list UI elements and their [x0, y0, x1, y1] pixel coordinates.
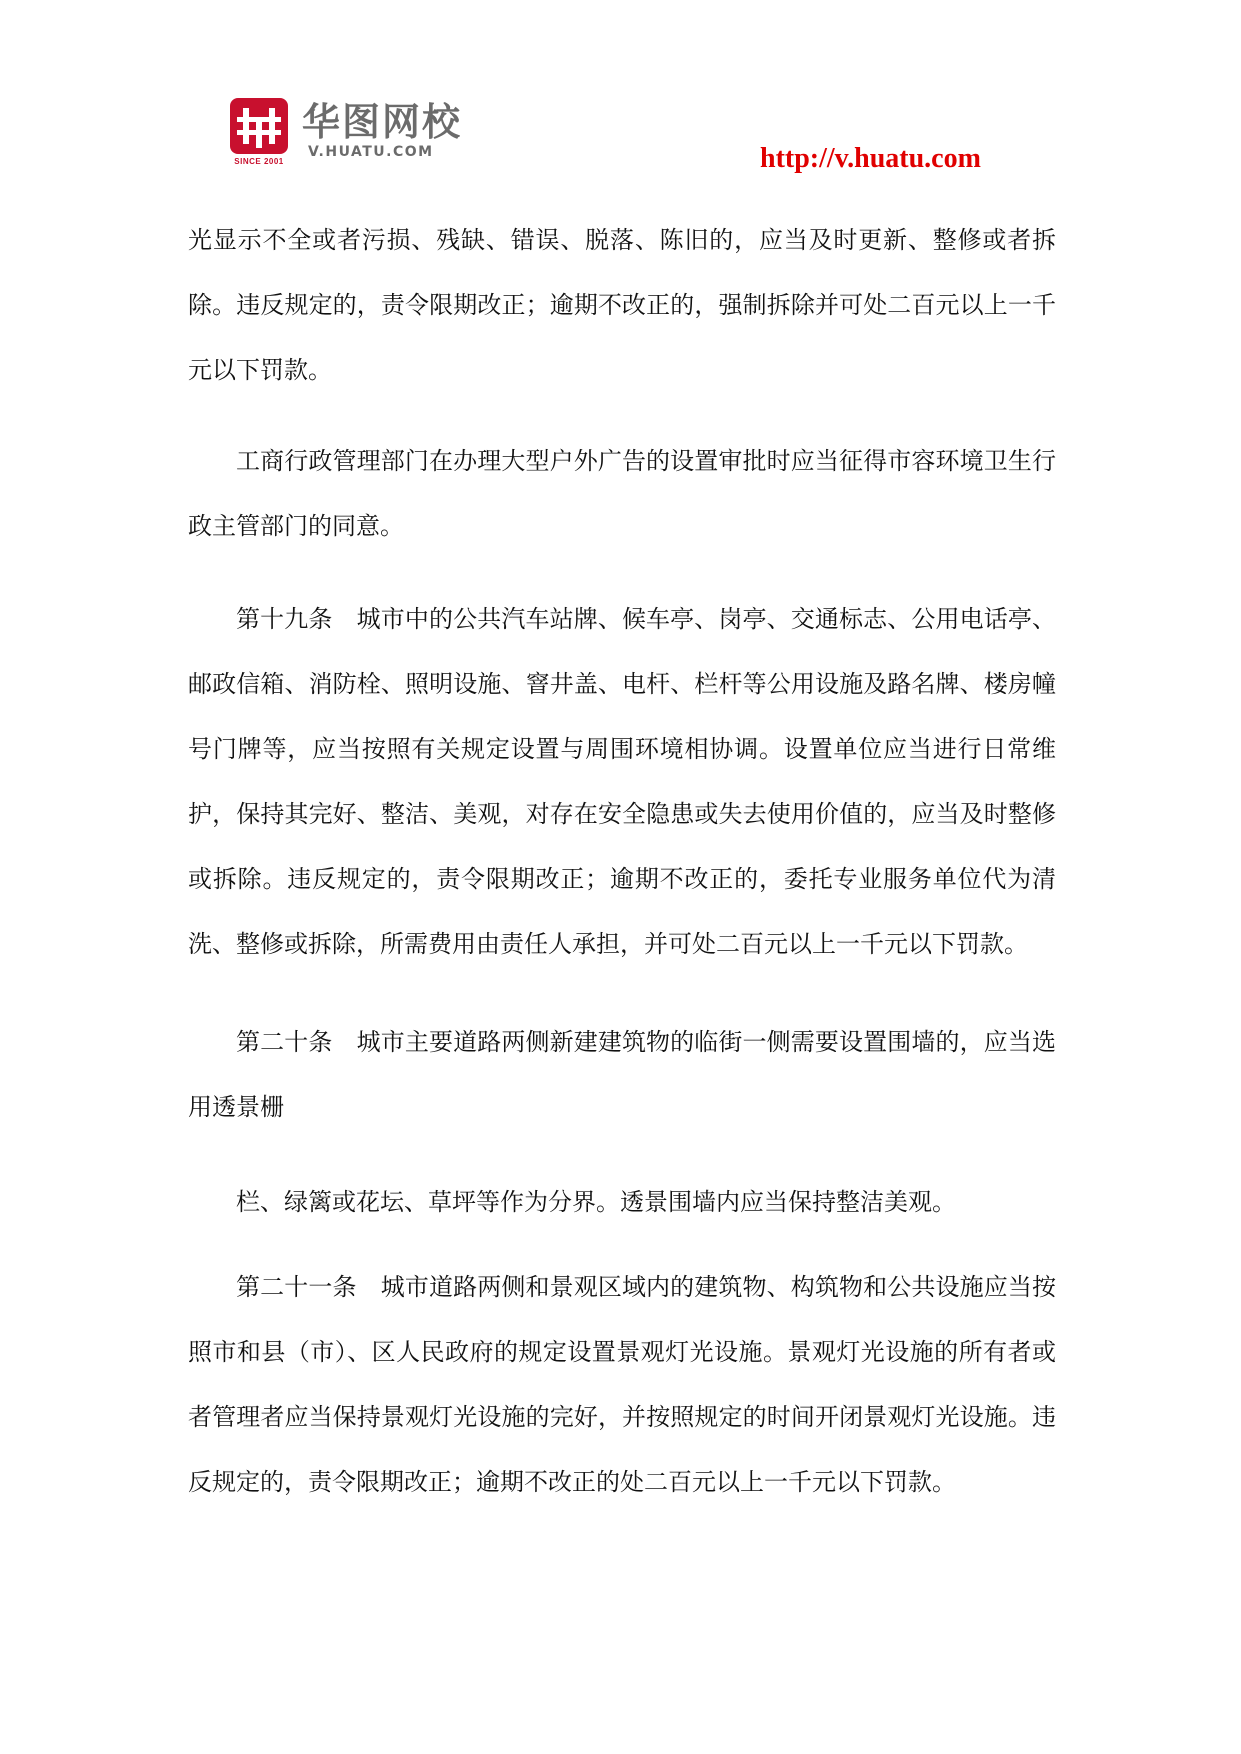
- paragraph: 工商行政管理部门在办理大型户外广告的设置审批时应当征得市容环境卫生行政主管部门的同意。: [188, 447, 1056, 540]
- huatu-logo: [230, 98, 530, 170]
- logo-english-text: V.HUATU.COM: [308, 144, 434, 160]
- article-20-continued: 栏、绿篱或花坛、草坪等作为分界。透景围墙内应当保持整洁美观。: [236, 1188, 956, 1216]
- logo-chinese-text: 华图网校: [302, 100, 463, 144]
- paragraph: 光显示不全或者污损、残缺、错误、脱落、陈旧的，应当及时更新、整修或者拆除。违反规定的，责令限期改正；逾期不改正的，强制拆除并可处二百元以上一千元以下罚款。: [188, 226, 1056, 384]
- article-21: 第二十一条 城市道路两侧和景观区域内的建筑物、构筑物和公共设施应当按照市和县（市）、区人民政府的规定设置景观灯光设施。景观灯光设施的所有者或者管理者应当保持景观灯光设施的完好，并按照规定的时间开闭景观灯光设施。违反规定的，责令限期改正；逾期不改正的处二百元以上一千元以下罚款。: [188, 1273, 1056, 1496]
- document-body: [188, 208, 1056, 1515]
- logo-since-text: SINCE 2001: [234, 157, 284, 166]
- site-url[interactable]: http://v.huatu.com: [760, 143, 981, 174]
- article-19: 第十九条 城市中的公共汽车站牌、候车亭、岗亭、交通标志、公用电话亭、邮政信箱、消防栓、照明设施、窨井盖、电杆、栏杆等公用设施及路名牌、楼房幢号门牌等，应当按照有关规定设置与周围环境相协调。设置单位应当进行日常维护，保持其完好、整洁、美观，对存在安全隐患或失去使用价值的，应当及时整修或拆除。违反规定的，责令限期改正；逾期不改正的，委托专业服务单位代为清洗、整修或拆除，所需费用由责任人承担，并可处二百元以上一千元以下罚款。: [188, 605, 1056, 958]
- page-header: [0, 0, 1241, 190]
- article-20: 第二十条 城市主要道路两侧新建建筑物的临街一侧需要设置围墙的，应当选用透景栅: [188, 1028, 1056, 1121]
